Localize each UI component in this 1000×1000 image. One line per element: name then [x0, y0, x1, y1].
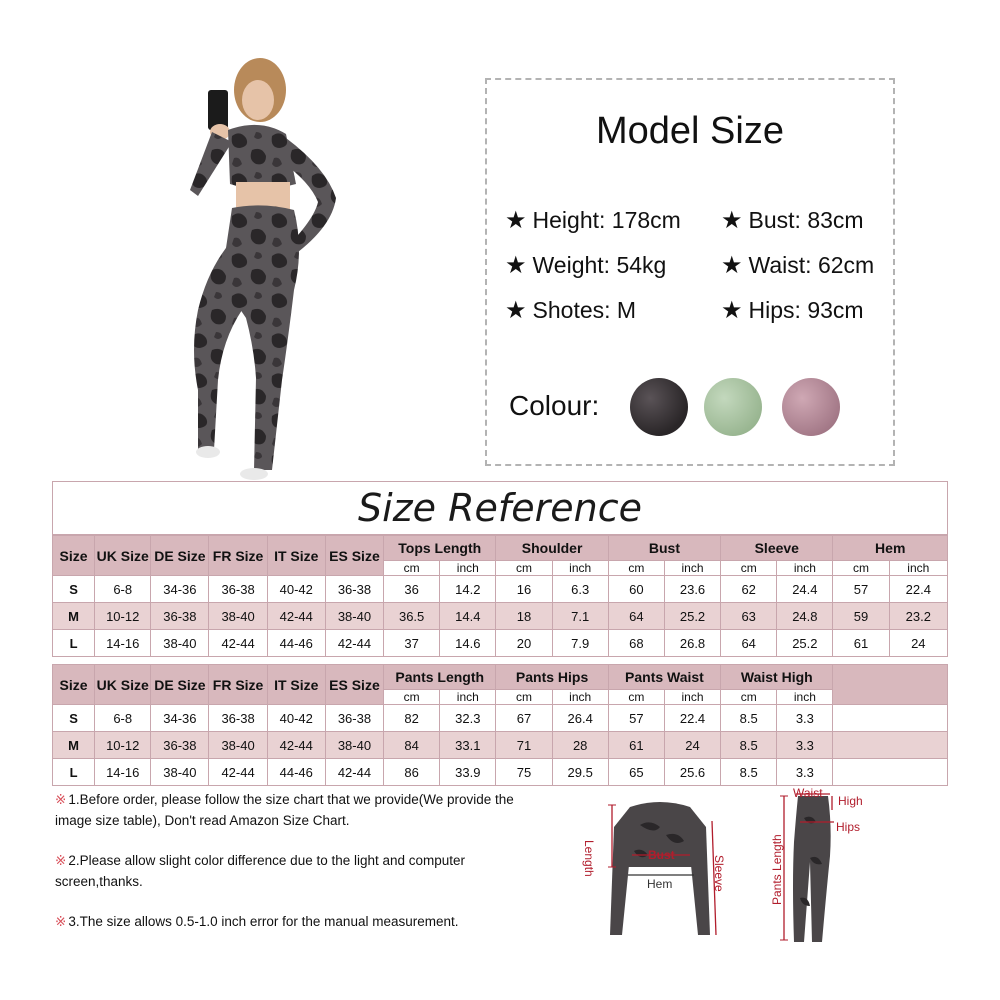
cell: 18: [496, 603, 552, 630]
cell: 24: [889, 630, 947, 657]
cell: 3.3: [777, 705, 833, 732]
star-icon: ★: [721, 252, 743, 279]
cell: 36-38: [209, 576, 267, 603]
table-row: [53, 630, 948, 657]
col-de-size: DE Size: [151, 536, 209, 576]
diagram-label-hem: Hem: [647, 877, 673, 891]
cell: 82: [384, 705, 440, 732]
cell: 38-40: [209, 732, 267, 759]
cell: 36-38: [325, 576, 383, 603]
empty-cell: [833, 732, 948, 759]
cell: 64: [608, 603, 664, 630]
cell: 44-46: [267, 759, 325, 786]
cell: 36: [384, 576, 440, 603]
cell: 23.6: [664, 576, 720, 603]
col-pants-length: Pants Length: [384, 665, 496, 690]
unit-cm: cm: [608, 561, 664, 576]
cell: 36-38: [325, 705, 383, 732]
empty-header: [833, 665, 948, 705]
cell: 40-42: [267, 576, 325, 603]
cell: 84: [384, 732, 440, 759]
size-reference-header: [52, 481, 948, 535]
unit-cm: cm: [833, 561, 889, 576]
col-it-size: IT Size: [267, 665, 325, 705]
unit-inch: inch: [440, 690, 496, 705]
table-row: [53, 705, 948, 732]
cell: 20: [496, 630, 552, 657]
cell: 16: [496, 576, 552, 603]
col-shoulder: Shoulder: [496, 536, 608, 561]
cell: 61: [608, 732, 664, 759]
cell: 28: [552, 732, 608, 759]
cell: 3.3: [777, 732, 833, 759]
cell: 65: [608, 759, 664, 786]
diagram-label-high: High: [838, 794, 863, 808]
swatch-purple-camo[interactable]: [782, 378, 840, 436]
cell: 14-16: [95, 630, 151, 657]
unit-inch: inch: [664, 561, 720, 576]
unit-cm: cm: [384, 690, 440, 705]
cell: 44-46: [267, 630, 325, 657]
cell: 25.2: [777, 630, 833, 657]
size-cell: S: [53, 576, 95, 603]
cell: 42-44: [267, 603, 325, 630]
cell: 62: [721, 576, 777, 603]
col-it-size: IT Size: [267, 536, 325, 576]
cell: 26.8: [664, 630, 720, 657]
stat-weight: ★ Weight: 54kg: [505, 252, 667, 279]
size-cell: M: [53, 732, 95, 759]
stat-shoes: ★ Shotes: M: [505, 297, 637, 324]
unit-inch: inch: [664, 690, 720, 705]
cell: 42-44: [267, 732, 325, 759]
cell: 71: [496, 732, 552, 759]
cell: 42-44: [325, 630, 383, 657]
size-cell: M: [53, 603, 95, 630]
cell: 38-40: [209, 603, 267, 630]
colour-label: Colour:: [509, 390, 600, 421]
unit-cm: cm: [608, 690, 664, 705]
cell: 22.4: [664, 705, 720, 732]
stat-hips: ★ Hips: 93cm: [721, 297, 864, 324]
unit-cm: cm: [721, 561, 777, 576]
cell: 25.2: [664, 603, 720, 630]
unit-inch: inch: [777, 561, 833, 576]
table-row: [53, 732, 948, 759]
note-3: ※ 3.The size allows 0.5-1.0 inch error for the manual measurement.: [55, 914, 459, 929]
note-1: ※ 1.Before order, please follow the size chart that we provide(We provide the image size table), Don't read Amazon Size Chart.: [55, 792, 514, 828]
cell: 34-36: [151, 705, 209, 732]
cell: 61: [833, 630, 889, 657]
cell: 6-8: [95, 576, 151, 603]
unit-inch: inch: [440, 561, 496, 576]
table-row: [53, 603, 948, 630]
tops-size-table: [52, 535, 948, 657]
col-es-size: ES Size: [325, 536, 383, 576]
col-size: Size: [53, 665, 95, 705]
diagram-label-waist: Waist: [793, 786, 823, 800]
cell: 86: [384, 759, 440, 786]
cell: 57: [833, 576, 889, 603]
unit-inch: inch: [552, 690, 608, 705]
cell: 38-40: [151, 630, 209, 657]
cell: 75: [496, 759, 552, 786]
cell: 14.6: [440, 630, 496, 657]
cell: 6.3: [552, 576, 608, 603]
col-hem: Hem: [833, 536, 948, 561]
unit-inch: inch: [777, 690, 833, 705]
unit-cm: cm: [384, 561, 440, 576]
col-waist-high: Waist High: [721, 665, 833, 690]
cell: 36-38: [151, 732, 209, 759]
col-uk-size: UK Size: [95, 536, 151, 576]
cell: 36.5: [384, 603, 440, 630]
reference-mark-icon: ※: [55, 914, 67, 929]
cell: 37: [384, 630, 440, 657]
star-icon: ★: [505, 297, 527, 324]
model-size-panel: [485, 78, 895, 466]
cell: 8.5: [721, 759, 777, 786]
col-pants-waist: Pants Waist: [608, 665, 720, 690]
col-tops-length: Tops Length: [384, 536, 496, 561]
cell: 26.4: [552, 705, 608, 732]
col-pants-hips: Pants Hips: [496, 665, 608, 690]
model-photo: [150, 50, 370, 480]
table-row: [53, 576, 948, 603]
cell: 42-44: [209, 759, 267, 786]
cell: 60: [608, 576, 664, 603]
note-2: ※ 2.Please allow slight color difference due to the light and computer screen,thanks.: [55, 853, 466, 889]
cell: 14-16: [95, 759, 151, 786]
size-cell: S: [53, 705, 95, 732]
unit-inch: inch: [889, 561, 947, 576]
size-cell: L: [53, 630, 95, 657]
col-size: Size: [53, 536, 95, 576]
diagram-label-hips: Hips: [836, 820, 861, 834]
star-icon: ★: [721, 297, 743, 324]
pants-measurement-diagram: [770, 788, 870, 948]
cell: 34-36: [151, 576, 209, 603]
cell: 22.4: [889, 576, 947, 603]
cell: 6-8: [95, 705, 151, 732]
stat-bust: ★ Bust: 83cm: [721, 207, 864, 234]
col-es-size: ES Size: [325, 665, 383, 705]
cell: 8.5: [721, 732, 777, 759]
empty-cell: [833, 759, 948, 786]
cell: 42-44: [209, 630, 267, 657]
cell: 29.5: [552, 759, 608, 786]
diagram-label-sleeve: Sleeve: [712, 855, 726, 892]
cell: 14.4: [440, 603, 496, 630]
col-fr-size: FR Size: [209, 665, 267, 705]
cell: 23.2: [889, 603, 947, 630]
cell: 64: [721, 630, 777, 657]
col-uk-size: UK Size: [95, 665, 151, 705]
swatch-black-camo[interactable]: [630, 378, 688, 436]
unit-cm: cm: [721, 690, 777, 705]
cell: 38-40: [151, 759, 209, 786]
diagram-label-length: Length: [582, 840, 596, 877]
col-bust: Bust: [608, 536, 720, 561]
cell: 7.9: [552, 630, 608, 657]
cell: 36-38: [151, 603, 209, 630]
unit-cm: cm: [496, 561, 552, 576]
cell: 42-44: [325, 759, 383, 786]
star-icon: ★: [505, 252, 527, 279]
star-icon: ★: [721, 207, 743, 234]
cell: 24: [664, 732, 720, 759]
cell: 3.3: [777, 759, 833, 786]
cell: 24.8: [777, 603, 833, 630]
cell: 38-40: [325, 603, 383, 630]
col-sleeve: Sleeve: [721, 536, 833, 561]
col-fr-size: FR Size: [209, 536, 267, 576]
cell: 7.1: [552, 603, 608, 630]
stat-height: ★ Height: 178cm: [505, 207, 681, 234]
star-icon: ★: [505, 207, 527, 234]
cell: 10-12: [95, 603, 151, 630]
unit-inch: inch: [552, 561, 608, 576]
cell: 32.3: [440, 705, 496, 732]
cell: 36-38: [209, 705, 267, 732]
reference-mark-icon: ※: [55, 792, 67, 807]
table-row: [53, 759, 948, 786]
cell: 33.1: [440, 732, 496, 759]
stat-waist: ★ Waist: 62cm: [721, 252, 875, 279]
model-size-title: Model Size: [596, 110, 784, 152]
diagram-label-bust: Bust: [648, 848, 675, 862]
cell: 40-42: [267, 705, 325, 732]
cell: 25.6: [664, 759, 720, 786]
cell: 63: [721, 603, 777, 630]
cell: 68: [608, 630, 664, 657]
reference-mark-icon: ※: [55, 853, 67, 868]
unit-cm: cm: [496, 690, 552, 705]
swatch-green-camo[interactable]: [704, 378, 762, 436]
size-cell: L: [53, 759, 95, 786]
cell: 67: [496, 705, 552, 732]
cell: 33.9: [440, 759, 496, 786]
cell: 59: [833, 603, 889, 630]
cell: 24.4: [777, 576, 833, 603]
cell: 57: [608, 705, 664, 732]
col-de-size: DE Size: [151, 665, 209, 705]
cell: 14.2: [440, 576, 496, 603]
diagram-label-pants-length: Pants Length: [770, 834, 784, 905]
pants-size-table: [52, 664, 948, 786]
empty-cell: [833, 705, 948, 732]
size-reference-title: Size Reference: [358, 486, 642, 530]
cell: 10-12: [95, 732, 151, 759]
cell: 8.5: [721, 705, 777, 732]
cell: 38-40: [325, 732, 383, 759]
